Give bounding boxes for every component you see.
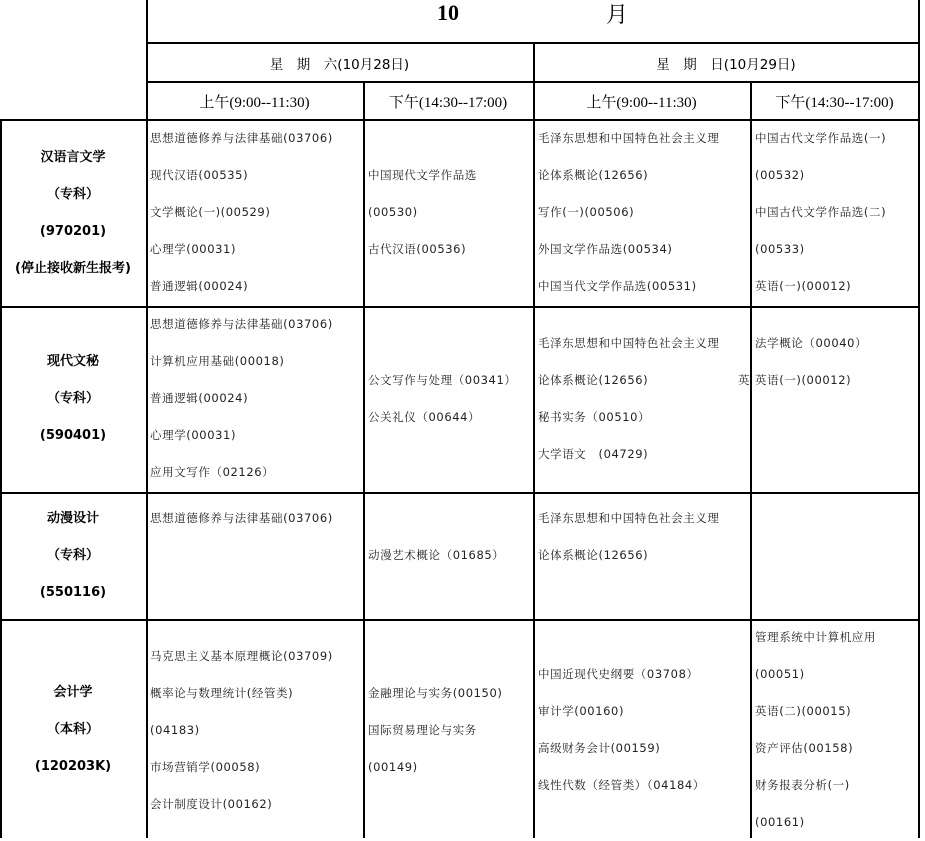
major-level: （本科）: [46, 722, 99, 737]
grid-line: [0, 120, 2, 838]
major-modern-secretary: [0, 343, 146, 454]
course-item: 公文写作与处理（00341）: [368, 373, 517, 387]
grid-line: [0, 119, 919, 121]
courses-r1-sat-pm: [368, 157, 477, 268]
major-note: (停止接收新生报考): [15, 261, 131, 276]
grid-line: [363, 81, 365, 838]
course-item: (00161): [755, 815, 805, 829]
grid-line: [0, 492, 919, 494]
course-item: 审计学(00160): [538, 704, 625, 718]
course-item: (00051): [755, 667, 805, 681]
stray-char: [738, 362, 750, 399]
courses-r4-sat-pm: [368, 675, 502, 786]
major-accounting: [0, 674, 146, 785]
course-item: 大学语文 (04729): [538, 447, 649, 461]
grid-line: [146, 81, 919, 83]
grid-line: [750, 81, 752, 838]
course-item: 市场营销学(00058): [150, 760, 261, 774]
course-item: 马克思主义基本原理概论(03709): [150, 649, 333, 663]
courses-r1-sat-am: [150, 120, 333, 305]
course-item: 国际贸易理论与实务: [368, 723, 477, 737]
course-item: 秘书实务（00510）: [538, 410, 651, 424]
course-item: 动漫艺术概论（01685）: [368, 548, 505, 562]
courses-r2-sun-am: [538, 325, 720, 473]
course-item: 金融理论与实务(00150): [368, 686, 503, 700]
course-item: 中国当代文学作品选(00531): [538, 279, 697, 293]
courses-r3-sat-am: [150, 500, 333, 537]
course-item: 思想道德修养与法律基础(03706): [150, 317, 333, 331]
course-item: 会计制度设计(00162): [150, 797, 273, 811]
slot-sat-am: 上午(9:00--11:30): [199, 95, 310, 111]
course-item: 英语(二)(00015): [755, 704, 852, 718]
course-item: 概率论与数理统计(经管类): [150, 686, 294, 700]
course-item: 中国古代文学作品选(二): [755, 205, 887, 219]
course-item: 写作(一)(00506): [538, 205, 635, 219]
course-item: 财务报表分析(一): [755, 778, 850, 792]
major-name: 汉语言文学: [40, 150, 106, 165]
grid-line: [0, 619, 919, 621]
grid-line: [533, 42, 535, 838]
major-level: （专科）: [46, 391, 99, 406]
course-item: 文学概论(一)(00529): [150, 205, 271, 219]
slot-sat-pm: 下午(14:30--17:00): [388, 95, 508, 111]
course-item: 普通逻辑(00024): [150, 279, 249, 293]
major-level: （专科）: [46, 548, 99, 563]
courses-r4-sun-am: [538, 656, 705, 804]
major-code: (590401): [39, 428, 107, 443]
month-number: 10: [437, 0, 459, 25]
course-item: 线性代数（经管类）（04184）: [538, 778, 705, 792]
course-item: 公关礼仪（00644）: [368, 410, 481, 424]
course-item: 毛泽东思想和中国特色社会主义理: [538, 336, 720, 350]
major-code: (970201): [39, 224, 107, 239]
course-item: 普通逻辑(00024): [150, 391, 249, 405]
major-code: (550116): [39, 585, 107, 600]
course-item: (04183): [150, 723, 200, 737]
course-item: 论体系概论(12656): [538, 373, 649, 387]
course-item: 思想道德修养与法律基础(03706): [150, 511, 333, 525]
courses-r3-sat-pm: [368, 537, 504, 574]
course-item: 现代汉语(00535): [150, 168, 249, 182]
month-label: 月: [606, 3, 629, 28]
course-item: 论体系概论(12656): [538, 548, 649, 562]
grid-line: [0, 306, 919, 308]
course-item: 计算机应用基础(00018): [150, 354, 285, 368]
course-item: 心理学(00031): [150, 242, 237, 256]
major-chinese-literature: [0, 139, 146, 287]
major-animation-design: [0, 500, 146, 611]
course-item: (00533): [755, 242, 805, 256]
slot-sun-pm: 下午(14:30--17:00): [775, 95, 894, 111]
course-item: 论体系概论(12656): [538, 168, 649, 182]
grid-line: [146, 42, 919, 44]
grid-line: [918, 0, 920, 838]
course-item: 管理系统中计算机应用: [755, 630, 876, 644]
course-item: 毛泽东思想和中国特色社会主义理: [538, 131, 720, 145]
course-item: 毛泽东思想和中国特色社会主义理: [538, 511, 720, 525]
courses-r1-sun-am: [538, 120, 720, 305]
course-item: (00532): [755, 168, 805, 182]
major-name: 现代文秘: [46, 354, 99, 369]
major-code: (120203K): [34, 759, 112, 774]
course-item: 古代汉语(00536): [368, 242, 467, 256]
courses-r2-sun-pm: [755, 325, 867, 399]
course-item: 应用文写作（02126）: [150, 465, 275, 479]
day-header-saturday: 星 期 六(10月28日): [269, 57, 410, 73]
course-item: 思想道德修养与法律基础(03706): [150, 131, 333, 145]
course-item: 心理学(00031): [150, 428, 237, 442]
course-item: 英语(一)(00012): [755, 373, 852, 387]
course-item: 英语(一)(00012): [755, 279, 852, 293]
stray-text: 英: [738, 373, 751, 387]
courses-r2-sat-am: [150, 306, 333, 491]
courses-r3-sun-am: [538, 500, 720, 574]
course-item: (00149): [368, 760, 418, 774]
course-item: 中国近现代史纲要（03708）: [538, 667, 699, 681]
course-item: (00530): [368, 205, 418, 219]
major-name: 会计学: [53, 685, 93, 700]
course-item: 资产评估(00158): [755, 741, 854, 755]
day-header-sunday: 星 期 日(10月29日): [656, 57, 796, 73]
courses-r4-sun-pm: [755, 619, 876, 841]
major-name: 动漫设计: [46, 511, 99, 526]
slot-sun-am: 上午(9:00--11:30): [586, 95, 697, 111]
courses-r1-sun-pm: [755, 120, 886, 305]
course-item: 中国现代文学作品选: [368, 168, 477, 182]
courses-r4-sat-am: [150, 638, 333, 823]
grid-line: [146, 0, 148, 838]
course-item: 高级财务会计(00159): [538, 741, 661, 755]
major-level: （专科）: [46, 187, 99, 202]
course-item: 外国文学作品选(00534): [538, 242, 673, 256]
course-item: 法学概论（00040）: [755, 336, 868, 350]
courses-r2-sat-pm: [368, 362, 516, 436]
course-item: 中国古代文学作品选(一): [755, 131, 887, 145]
